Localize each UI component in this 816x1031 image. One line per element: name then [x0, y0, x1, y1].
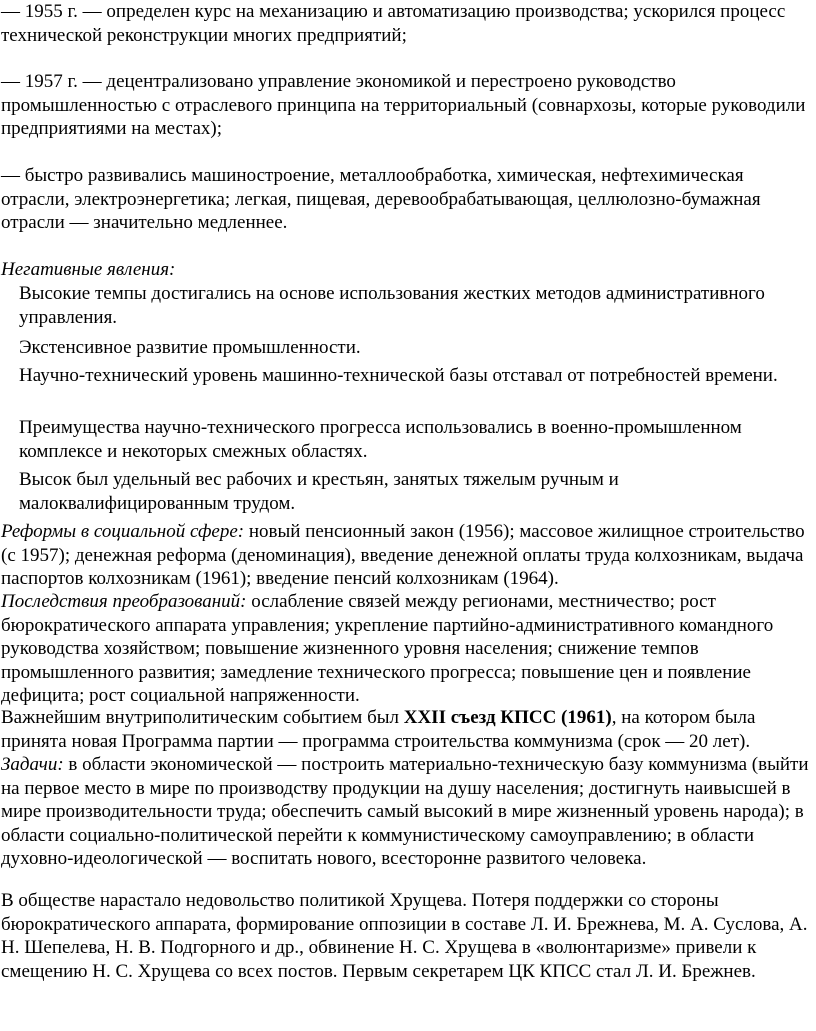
- congress-intro: Важнейшим внутриполитическим событием был: [1, 707, 404, 728]
- consequences-paragraph: [1, 590, 813, 708]
- paragraph-1955: — 1955 г. — определен курс на механизацию и автоматизацию производства; ускорился процесс технической реконструкции многих предприятий;: [1, 1, 786, 46]
- congress-paragraph: [1, 706, 813, 871]
- negative-item-5: Высок был удельный вес рабочих и крестьян, занятых тяжелым ручным и малоквалифицированным трудом.: [19, 469, 619, 514]
- negative-item-3: Научно-технический уровень машинно-технической базы отставал от потребностей времени.: [19, 365, 778, 386]
- congress-title: XXII съезд КПСС (1961): [403, 707, 612, 728]
- consequences-text: ослабление связей между регионами, местничество; рост бюрократического аппарата управления; укрепление партийно-административного командного руководства хозяйством; повышение жизненного уровня населения; снижение темпов промышленного развития; замедление технического прогресса; повышение цен и появление дефицита; рост социальной напряженности.: [1, 591, 774, 706]
- congress-after: , на котором была принята новая Программа партии — программа строительства коммунизма (срок — 20 лет).: [1, 707, 756, 752]
- paragraph-industry: — быстро развивались машиностроение, металлообработка, химическая, нефтехимическая отрасли, электроэнергетика; легкая, пищевая, деревообрабатывающая, целлюлозно-бумажная отрасли — значительно медленнее.: [1, 165, 761, 233]
- negative-item-2: Экстенсивное развитие промышленности.: [19, 337, 361, 358]
- reforms-label: Реформы в социальной сфере:: [1, 521, 245, 542]
- final-paragraph: В обществе нарастало недовольство политикой Хрущева. Потеря поддержки со стороны бюрократического аппарата, формирование оппозиции в составе Л. И. Брежнева, М. А. Суслова, А. Н. Шепелева, Н. В. Подгорного и др., обвинение Н. С. Хрущева в «волюнтаризме» привели к смещению Н. С. Хрущева со всех постов. Первым секретарем ЦК КПСС стал Л. И. Брежнев.: [1, 890, 808, 982]
- paragraph-1957: — 1957 г. — децентрализовано управление экономикой и перестроено руководство промышленностью с отраслевого принципа на территориальный (совнархозы, которые руководили предприятиями на местах);: [1, 71, 806, 139]
- consequences-label: Последствия преобразований:: [1, 591, 247, 612]
- tasks-label: Задачи:: [1, 754, 64, 775]
- negative-heading: Негативные явления:: [1, 259, 176, 280]
- negative-item-4: Преимущества научно-технического прогресса использовались в военно-промышленном комплексе и некоторых смежных областях.: [19, 417, 742, 462]
- tasks-text: в области экономической — построить материально-техническую базу коммунизма (выйти на первое место в мире по производству продукции на душу населения; достигнуть наивысшей в мире производительности труда; обеспечить самый высокий в мире жизненный уровень народа); в области социально-политической перейти к коммунистическому самоуправлению; в области духовно-идеологической — воспитать нового, всесторонне развитого человека.: [1, 754, 809, 869]
- reforms-paragraph: [1, 520, 813, 591]
- reforms-text: новый пенсионный закон (1956); массовое жилищное строительство (с 1957); денежная реформа (деноминация), введение денежной оплаты труда колхозникам, выдача паспортов колхозникам (1961); введение пенсий колхозникам (1964).: [1, 521, 805, 589]
- negative-item-1: Высокие темпы достигались на основе использования жестких методов административного управления.: [19, 283, 765, 328]
